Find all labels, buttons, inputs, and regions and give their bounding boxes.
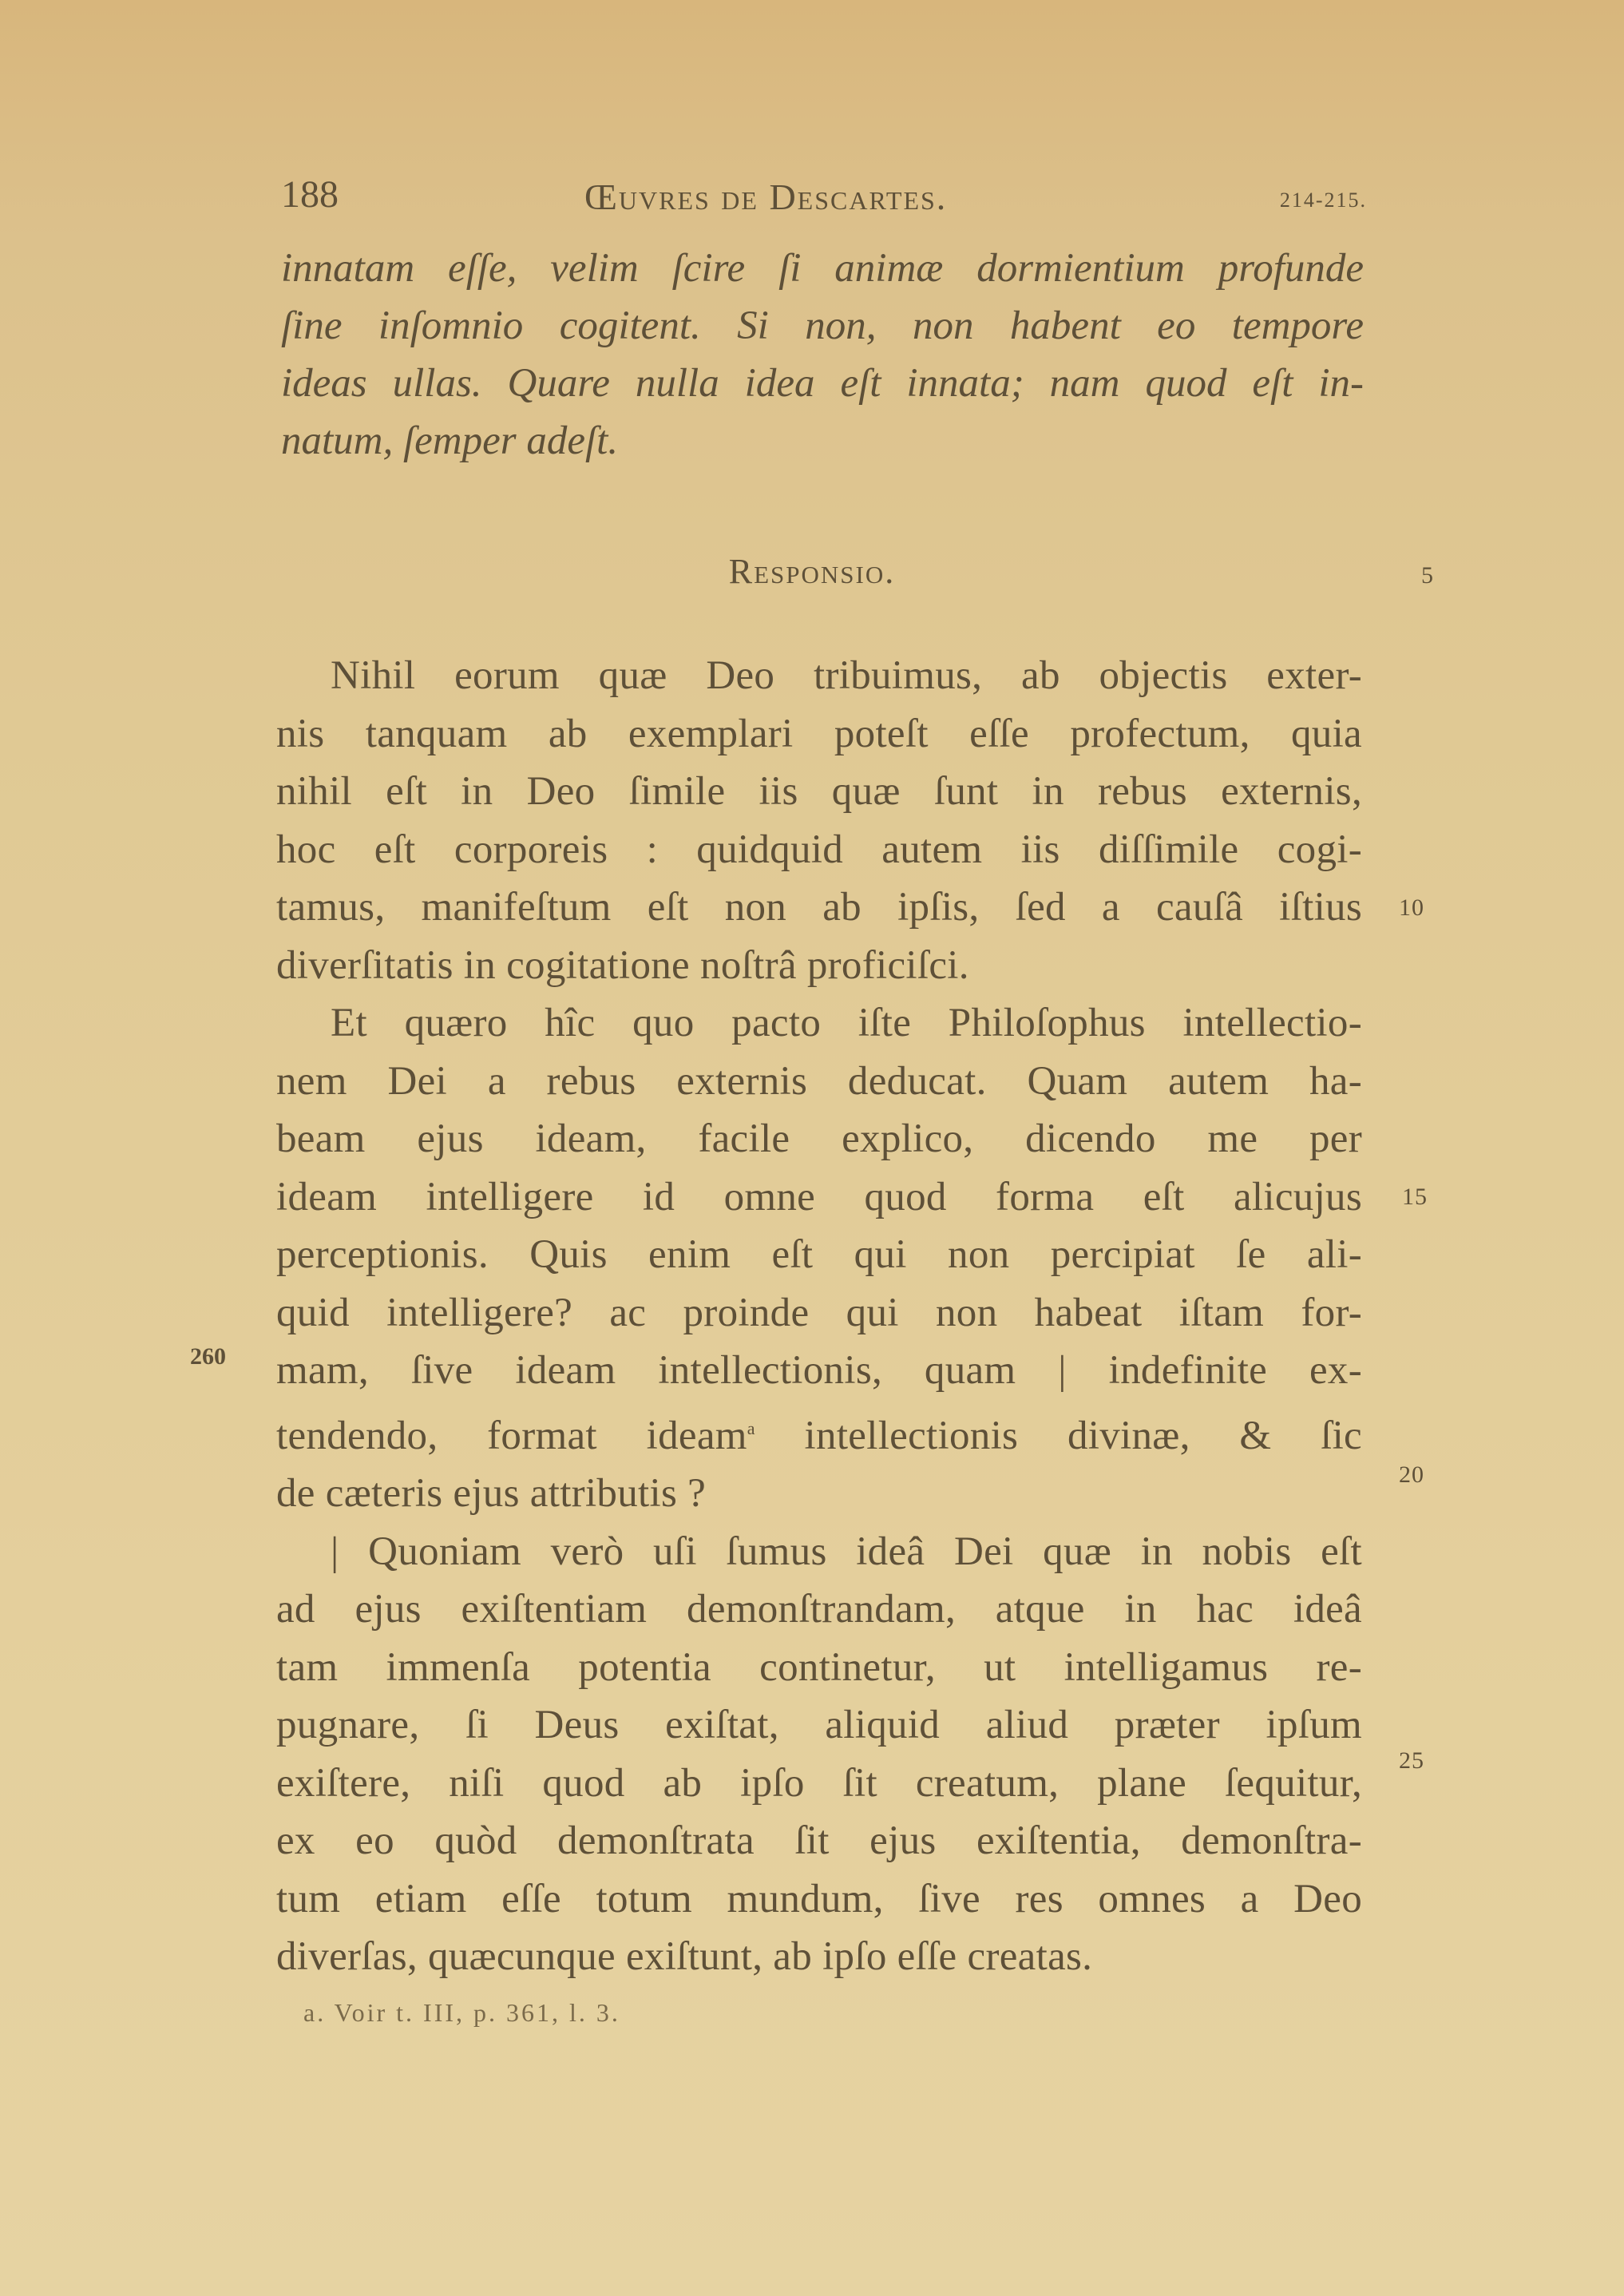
running-head	[281, 172, 1367, 220]
objection-line: ideas ullas. Quare nulla idea eſt innata; nam quod eſt in-	[281, 361, 1364, 406]
text-line: ex eo quòd demonſtrata ſit ejus exiſtentia, demonſtra-	[276, 1818, 1362, 1863]
footnote-marker[interactable]: a	[747, 1418, 755, 1438]
text-line: nem Dei a rebus externis deducat. Quam autem ha-	[276, 1058, 1362, 1104]
line-number-10: 10	[1399, 894, 1424, 921]
text-line: perceptionis. Quis enim eſt qui non percipiat ſe ali-	[276, 1232, 1362, 1277]
text-line: exiſtere, niſi quod ab ipſo ſit creatum, plane ſequitur,	[276, 1760, 1362, 1806]
section-heading: Responsio.	[728, 552, 896, 591]
text-line: diverſas, quæcunque exiſtunt, ab ipſo eſſe creatas.	[276, 1934, 1093, 1979]
objection-line: innatam eſſe, velim ſcire ſi animæ dormientium profunde	[281, 246, 1364, 291]
objection-line: ſine inſomnio cogitent. Si non, non habent eo tempore	[281, 303, 1364, 348]
text-line: tam immenſa potentia continetur, ut intelligamus re-	[276, 1644, 1362, 1690]
text-line: beam ejus ideam, facile explico, dicendo me per	[276, 1116, 1362, 1161]
text-line: Et quæro hîc quo pacto iſte Philoſophus intellectio-	[331, 1001, 1362, 1045]
line-number-5: 5	[1421, 562, 1434, 589]
text-line: quid intelligere? ac proinde qui non habeat iſtam for-	[276, 1290, 1362, 1335]
paragraph-1	[276, 647, 1362, 994]
text-line: diverſitatis in cogitatione noſtrâ proficiſci.	[276, 942, 969, 988]
text-line-with-footnote	[276, 1400, 1362, 1465]
text-fragment: intellectionis divinæ, & ſic	[755, 1413, 1362, 1458]
text-line: tum etiam eſſe totum mundum, ſive res omnes a Deo	[276, 1876, 1362, 1921]
line-number-20: 20	[1399, 1461, 1424, 1488]
page-number: 188	[281, 173, 339, 216]
text-line: de cæteris ejus attributis ?	[276, 1471, 707, 1516]
footnote: a. Voir t. III, p. 361, l. 3.	[303, 1998, 620, 2027]
text-line: pugnare, ſi Deus exiſtat, aliquid aliud præter ipſum	[276, 1703, 1362, 1747]
text-line: | Quoniam verò uſi ſumus ideâ Dei quæ in nobis eſt	[331, 1529, 1362, 1574]
running-title: Œuvres de Descartes.	[584, 176, 948, 217]
page-reference: 214-215.	[1279, 188, 1367, 212]
text-line: Nihil eorum quæ Deo tribuimus, ab objectis exter-	[331, 653, 1362, 698]
text-line: hoc eſt corporeis : quidquid autem iis diſſimile cogi-	[276, 827, 1362, 872]
objection-line: natum, ſemper adeſt.	[281, 418, 619, 463]
objection-text	[281, 240, 1364, 470]
text-line: ad ejus exiſtentiam demonſtrandam, atque in hac ideâ	[276, 1587, 1362, 1632]
paragraph-3	[276, 1523, 1362, 1986]
edition-page-marker: 260	[190, 1343, 226, 1370]
text-line: nihil eſt in Deo ſimile iis quæ ſunt in rebus externis,	[276, 769, 1362, 814]
text-line: tamus, manifeſtum eſt non ab ipſis, ſed a cauſâ iſtius	[276, 885, 1362, 930]
text-fragment: tendendo, format ideam	[276, 1413, 747, 1458]
line-number-15: 15	[1402, 1184, 1428, 1210]
text-line: mam, ſive ideam intellectionis, quam | indefinite ex-	[276, 1348, 1362, 1393]
text-line: nis tanquam ab exemplari poteſt eſſe profectum, quia	[276, 711, 1362, 756]
paragraph-2	[276, 994, 1362, 1523]
response-text	[276, 647, 1362, 1986]
text-line: ideam intelligere id omne quod forma eſt alicujus	[276, 1174, 1362, 1219]
line-number-25: 25	[1399, 1747, 1424, 1774]
